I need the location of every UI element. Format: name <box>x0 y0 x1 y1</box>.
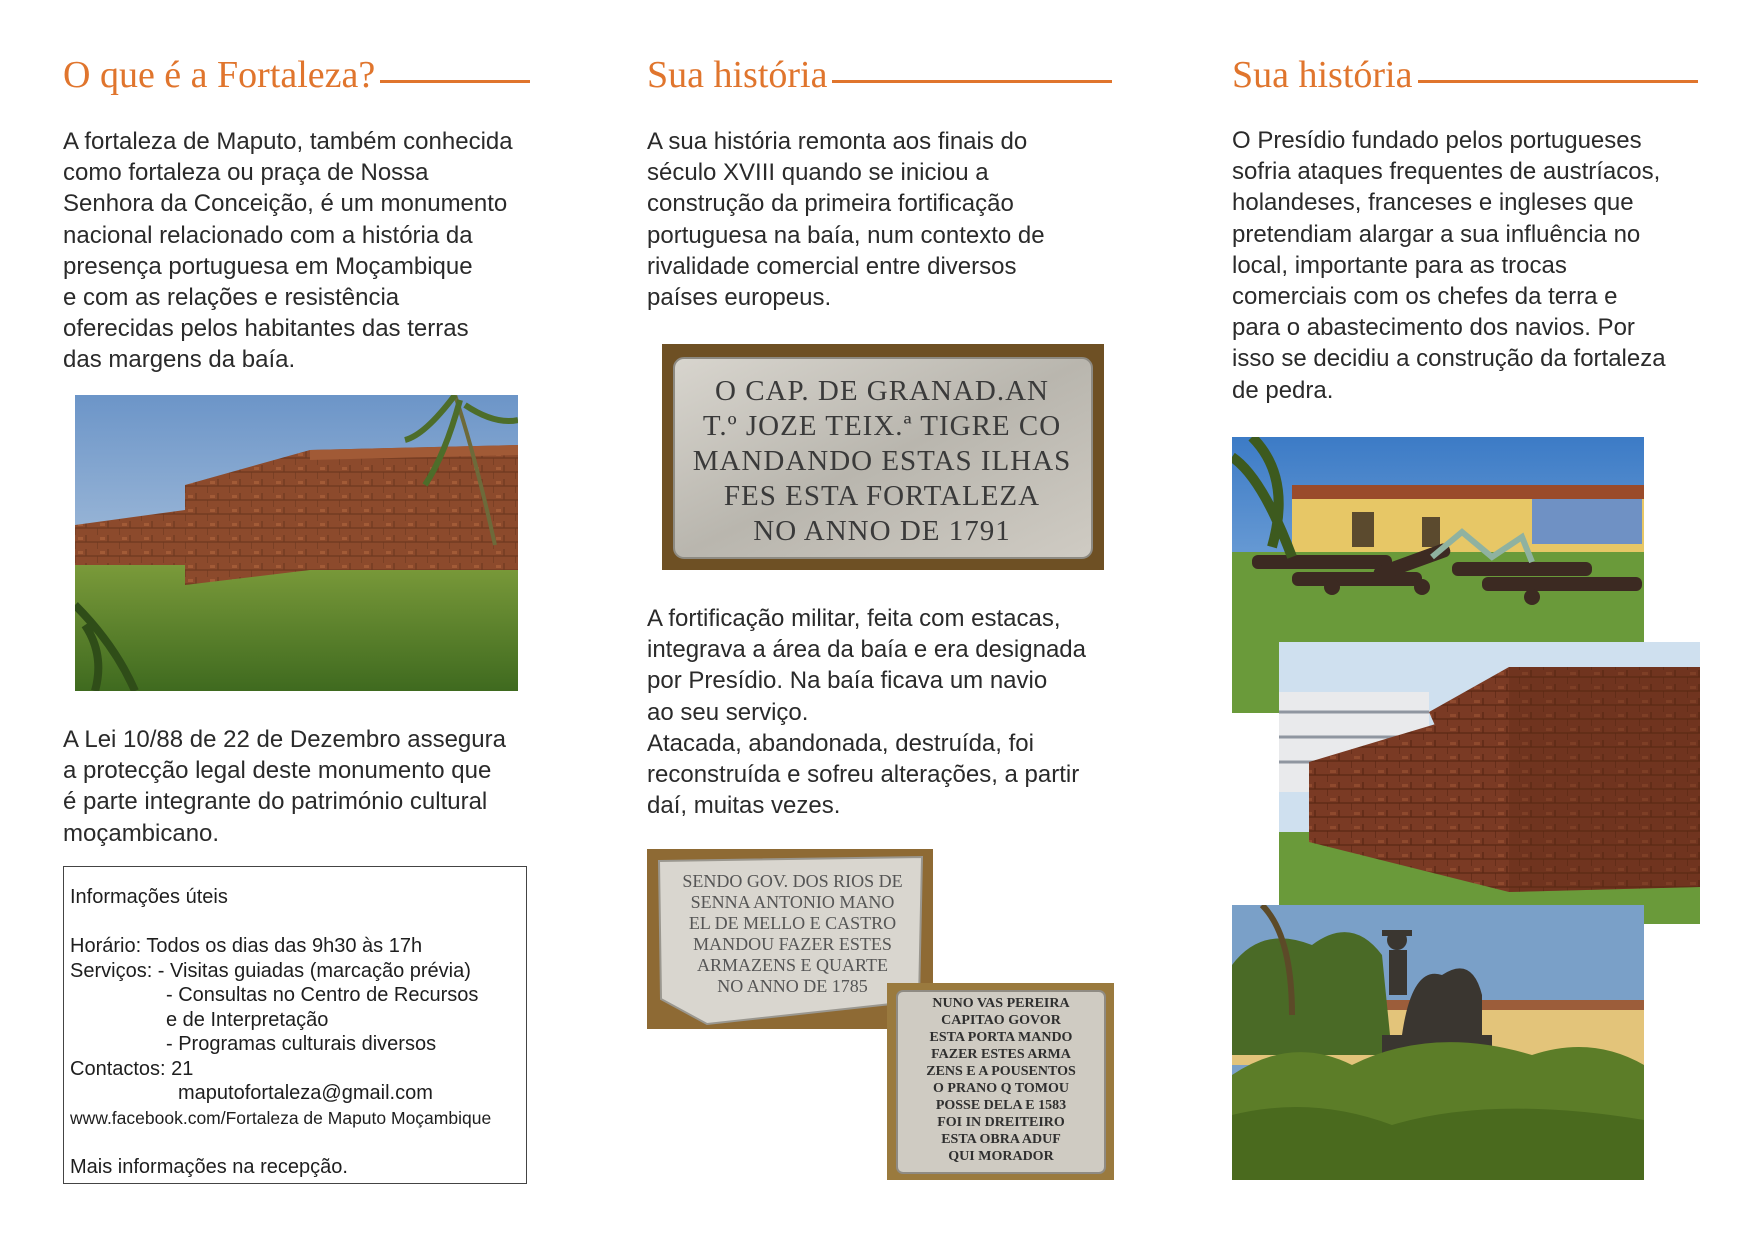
stone-plaque-1583 <box>887 983 1114 1180</box>
info-contacts: Contactos: 21 <box>70 1057 194 1080</box>
info-facebook-link[interactable]: www.facebook.com/Fortaleza de Maputo Moçambique <box>70 1107 492 1128</box>
intro-paragraph: A fortaleza de Maputo, também conhecida como fortaleza ou praça de Nossa Senhora da Conceição, é um monumento nacional relacionado com a história da presença portuguesa em Moçambique e com as relações e resistência oferecidas pelos habitantes das terras das margens da baía. <box>63 128 513 374</box>
heading-rule <box>1418 80 1698 83</box>
history-paragraph-2: A fortificação militar, feita com estacas, integrava a área da baía e era designada por Presídio. Na baía ficava um navio ao seu serviço. Atacada, abandonada, destruída, foi reconstruída e sofreu alterações, a partir daí, muitas vezes. <box>647 605 1086 820</box>
history-paragraph-3: O Presídio fundado pelos portugueses sofria ataques frequentes de austríacos, holandeses, franceses e ingleses que pretendiam alargar a sua influência no local, importante para as trocas comerciais com os chefes da terra e para o abastecimento dos navios. Por isso se decidiu a construção da fortaleza de pedra. <box>1232 127 1666 404</box>
info-services-2: - Consultas no Centro de Recursos <box>166 984 479 1006</box>
info-services-1: Serviços: - Visitas guiadas (marcação prévia) <box>70 959 471 982</box>
info-title: Informações úteis <box>70 886 228 908</box>
info-hours: Horário: Todos os dias das 9h30 às 17h <box>70 935 423 957</box>
section-heading-history: Sua história <box>647 54 828 96</box>
fortress-wall-photo <box>75 395 518 691</box>
plaque-3-inscription: NUNO VAS PEREIRA CAPITAO GOVOR ESTA PORTA MANDO FAZER ESTES ARMA ZENS E A POUSENTOS O PRANO Q TOMOU POSSE DELA E 1583 FOI IN DREITEIRO ESTA OBRA ADUF QUI MORADOR <box>926 996 1076 1164</box>
info-reception: Mais informações na recepção. <box>70 1155 348 1178</box>
plaque-1-inscription: O CAP. DE GRANAD.AN T.º JOZE TEIX.ª TIGRE CO MANDANDO ESTAS ILHAS FES ESTA FORTALEZA NO ANNO DE 1791 <box>692 375 1072 547</box>
info-box <box>63 866 527 1184</box>
heading-rule <box>832 80 1112 83</box>
stone-plaque-1791 <box>662 344 1104 570</box>
info-services-3: e de Interpretação <box>166 1008 329 1031</box>
equestrian-statue-photo <box>1232 905 1644 1180</box>
fortress-bastion-photo <box>1279 642 1700 924</box>
section-heading-what-is: O que é a Fortaleza? <box>63 54 376 96</box>
info-services-4: - Programas culturais diversos <box>166 1033 437 1055</box>
info-email[interactable]: maputofortaleza@gmail.com <box>178 1082 433 1104</box>
law-paragraph: A Lei 10/88 de 22 de Dezembro assegura a protecção legal deste monumento que é parte integrante do património cultural moçambicano. <box>63 726 506 847</box>
history-paragraph-1: A sua história remonta aos finais do século XVIII quando se iniciou a construção da primeira fortificação portuguesa na baía, num contexto de rivalidade comercial entre diversos países europeus. <box>647 128 1045 312</box>
plaque-2-inscription: SENDO GOV. DOS RIOS DE SENNA ANTONIO MANO EL DE MELLO E CASTRO MANDOU FAZER ESTES ARMAZENS E QUARTE NO ANNO DE 1785 <box>682 871 903 996</box>
heading-rule <box>380 80 530 83</box>
section-heading-history-2: Sua história <box>1232 54 1413 96</box>
